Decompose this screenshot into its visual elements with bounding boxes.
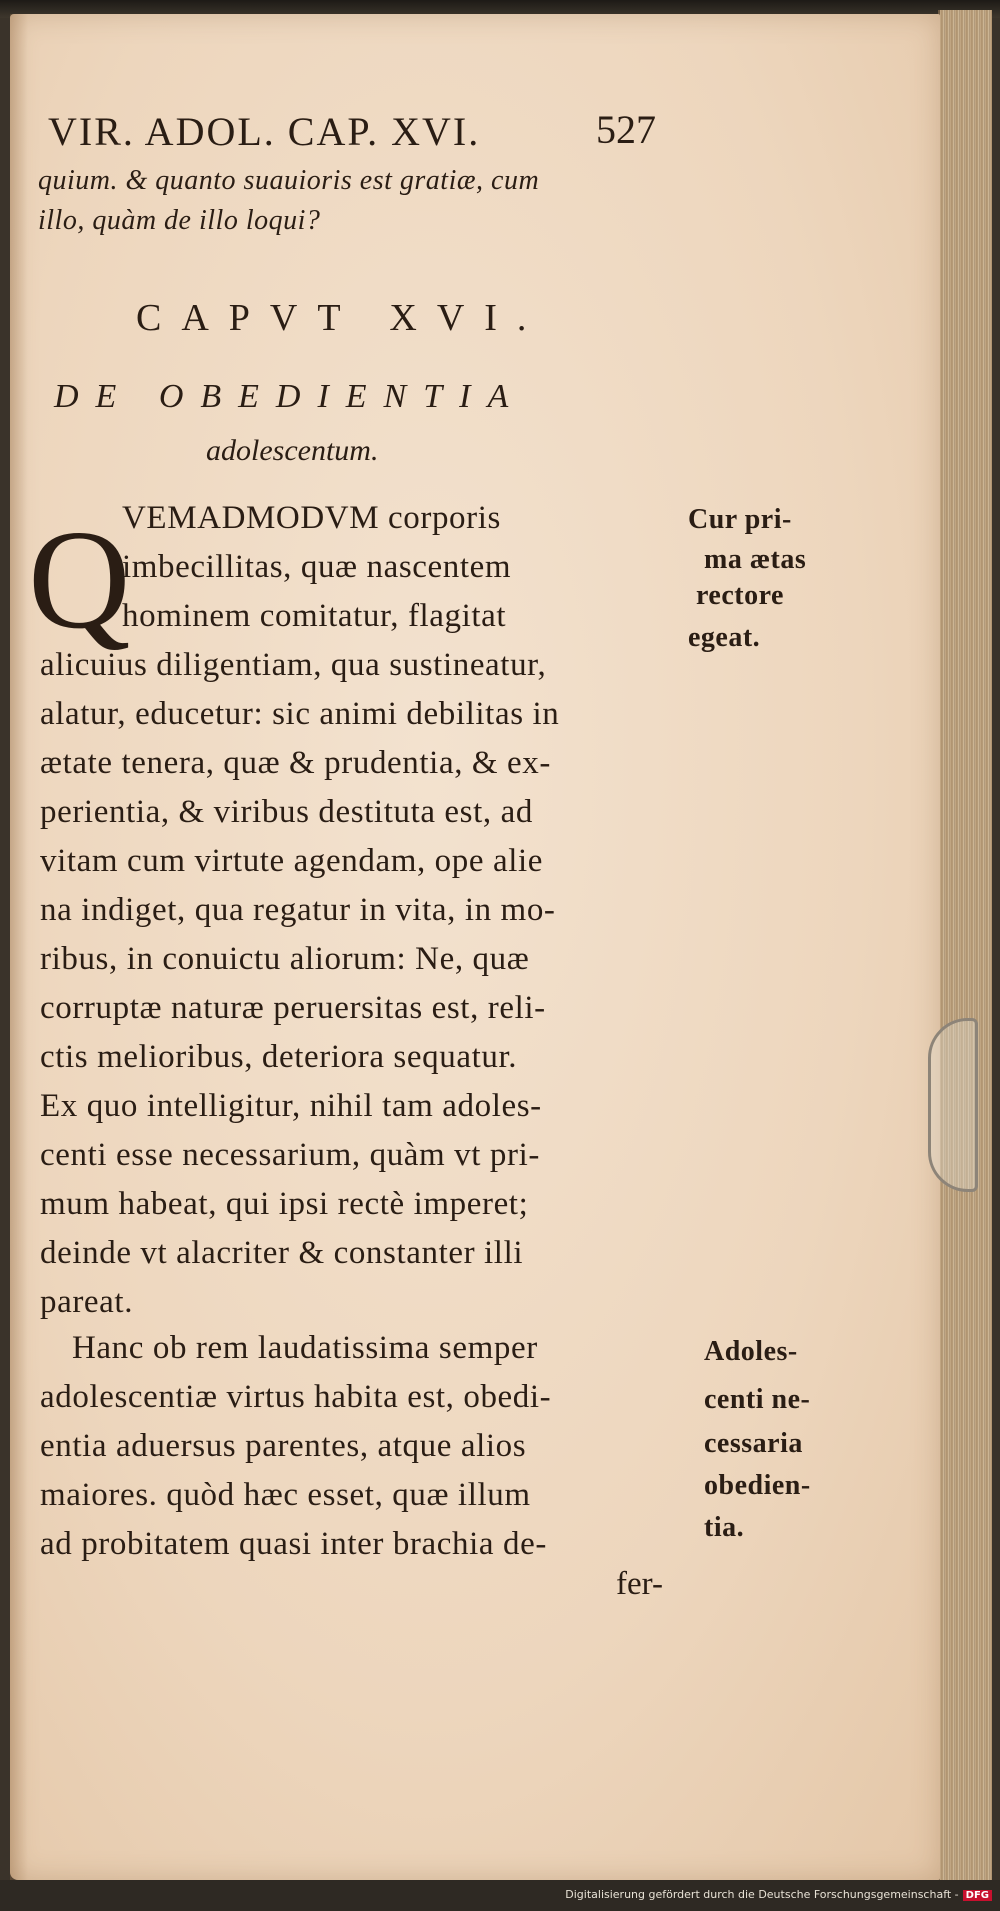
text-line: deinde vt alacriter & constanter illi <box>40 1235 524 1271</box>
text-line: VEMADMODVM corporis <box>122 500 501 536</box>
carryover-line: illo, quàm de illo loqui? <box>38 205 321 236</box>
text-line: mum habeat, qui ipsi rectè imperet; <box>40 1186 529 1222</box>
margin-note-line: Cur pri- <box>688 504 792 535</box>
text-line: vitam cum virtute agendam, ope alie <box>40 843 543 879</box>
chapter-title: CAPVT XVI. <box>136 297 547 339</box>
text-line: adolescentiæ virtus habita est, obedi- <box>40 1379 552 1415</box>
text-line: Hanc ob rem laudatissima semper <box>72 1330 538 1366</box>
text-line: ad probitatem quasi inter brachia de- <box>40 1526 547 1562</box>
text-line: perientia, & viribus destituta est, ad <box>40 794 533 830</box>
credit-text: Digitalisierung gefördert durch die Deutsche Forschungsgemeinschaft - <box>565 1888 959 1901</box>
text-line: ætate tenera, quæ & prudentia, & ex- <box>40 745 551 781</box>
margin-note-line: Adoles- <box>704 1336 798 1367</box>
text-line: na indiget, qua regatur in vita, in mo- <box>40 892 556 928</box>
carryover-line: quium. & quanto suauioris est gratiæ, cum <box>38 165 540 196</box>
text-line: ribus, in conuictu aliorum: Ne, quæ <box>40 941 530 977</box>
book-fore-edge <box>938 10 992 1880</box>
paper-clip <box>928 1018 978 1192</box>
catchword: fer- <box>616 1566 663 1602</box>
text-line: corruptæ naturæ peruersitas est, reli- <box>40 990 546 1026</box>
chapter-subtitle: DE OBEDIENTIA <box>54 378 526 415</box>
text-line: Ex quo intelligitur, nihil tam adoles- <box>40 1088 542 1124</box>
text-line: entia aduersus parentes, atque alios <box>40 1428 527 1464</box>
margin-note-line: cessaria <box>704 1428 803 1459</box>
drop-cap: Q <box>28 500 131 658</box>
margin-note-line: centi ne- <box>704 1384 811 1415</box>
margin-note-line: tia. <box>704 1512 745 1543</box>
digitization-credit <box>565 1888 992 1901</box>
running-head: VIR. ADOL. CAP. XVI. <box>48 109 481 154</box>
chapter-subtitle: adolescentum. <box>206 434 379 467</box>
page-number: 527 <box>596 107 656 152</box>
text-line: hominem comitatur, flagitat <box>122 598 507 634</box>
text-line: centi esse necessarium, quàm vt pri- <box>40 1137 540 1173</box>
text-line: alicuius diligentiam, qua sustineatur, <box>40 647 547 683</box>
text-line: imbecillitas, quæ nascentem <box>122 549 512 585</box>
margin-note-line: egeat. <box>688 622 761 653</box>
margin-note-line: obedien- <box>704 1470 811 1501</box>
text-line: maiores. quòd hæc esset, quæ illum <box>40 1477 531 1513</box>
margin-note-line: ma ætas <box>704 544 807 575</box>
margin-note-line: rectore <box>696 580 784 611</box>
text-line: pareat. <box>40 1284 134 1320</box>
text-line: ctis melioribus, deteriora sequatur. <box>40 1039 518 1075</box>
dfg-logo: DFG <box>963 1890 992 1901</box>
text-line: alatur, educetur: sic animi debilitas in <box>40 696 560 732</box>
